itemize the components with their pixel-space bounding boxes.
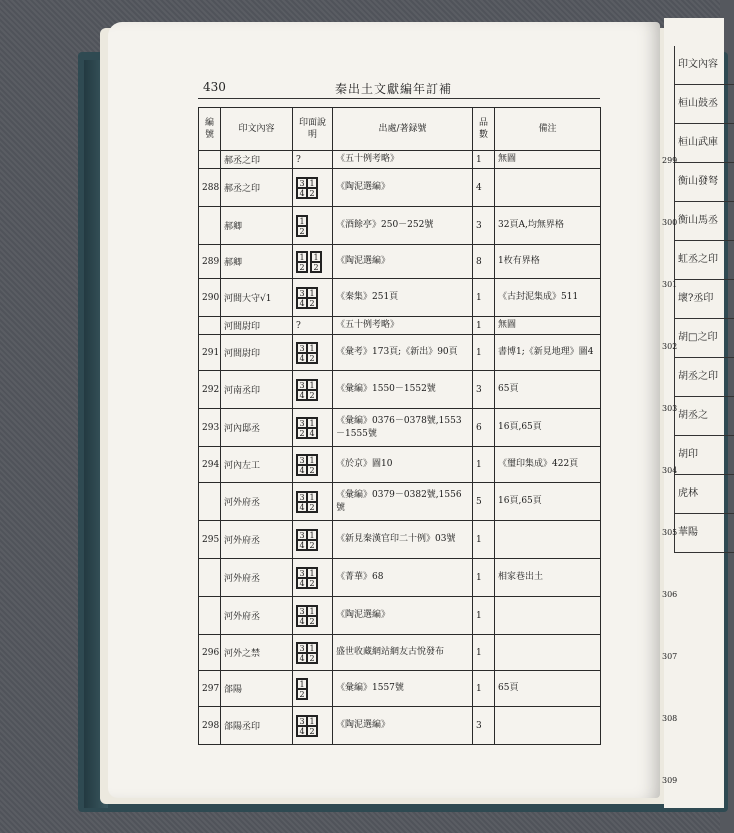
seal-text: 郃陽丞印 bbox=[221, 707, 293, 745]
count: 8 bbox=[473, 245, 495, 279]
row-number bbox=[199, 597, 221, 635]
right-page-table bbox=[662, 46, 734, 785]
col-header-count: 品數 bbox=[473, 108, 495, 151]
source-ref: 《彙考》173頁;《新出》90頁 bbox=[333, 335, 473, 371]
seal-face-diagram: 3 1 4 2 bbox=[296, 177, 318, 199]
source-ref: 《陶泥選編》 bbox=[333, 245, 473, 279]
seal-face-diagram: 3 1 4 2 bbox=[296, 715, 318, 737]
seal-face-diagram: 1 2 1 2 bbox=[296, 251, 322, 273]
right-page-number: 303 bbox=[662, 404, 678, 413]
right-page-cell: 桓山武庫 bbox=[674, 124, 734, 163]
right-page-header: 印文內容 bbox=[674, 46, 734, 85]
right-page-number: 306 bbox=[662, 590, 678, 599]
seal-face-diagram: $\frac{1}{2}$ bbox=[296, 678, 308, 700]
seal-face bbox=[293, 409, 333, 447]
table-row bbox=[199, 521, 601, 559]
note bbox=[495, 635, 601, 671]
seal-face-diagram: 3 1 4 2 bbox=[296, 529, 318, 551]
note bbox=[495, 521, 601, 559]
right-page-number: 307 bbox=[662, 652, 678, 661]
right-page-number: 305 bbox=[662, 528, 678, 537]
seal-face bbox=[293, 371, 333, 409]
source-ref: 《陶泥選編》 bbox=[333, 169, 473, 207]
source-ref: 《彙編》0379－0382號,1556號 bbox=[333, 483, 473, 521]
seal-face-diagram: 3 1 4 2 bbox=[296, 605, 318, 627]
right-page-number: 308 bbox=[662, 714, 678, 723]
seal-face-diagram: 3 1 4 2 bbox=[296, 342, 318, 364]
right-page-number: 302 bbox=[662, 342, 678, 351]
note: 1枚有界格 bbox=[495, 245, 601, 279]
count: 1 bbox=[473, 447, 495, 483]
right-page-cell: 胡□之印 bbox=[674, 319, 734, 358]
col-header-face: 印面說明 bbox=[293, 108, 333, 151]
face-unknown: ? bbox=[296, 320, 301, 331]
right-page-cell: 虹丞之印 bbox=[674, 241, 734, 280]
row-number: 289 bbox=[199, 245, 221, 279]
row-number: 292 bbox=[199, 371, 221, 409]
source-ref: 《菁華》68 bbox=[333, 559, 473, 597]
seal-text: 河南丞印 bbox=[221, 371, 293, 409]
table-header-row bbox=[199, 108, 601, 151]
table-row bbox=[199, 151, 601, 169]
right-page bbox=[664, 18, 724, 808]
seal-text: 河內左工 bbox=[221, 447, 293, 483]
count: 1 bbox=[473, 559, 495, 597]
source-ref: 《陶泥選編》 bbox=[333, 597, 473, 635]
seal-text: 河間尉印 bbox=[221, 335, 293, 371]
right-page-number: 304 bbox=[662, 466, 678, 475]
face-unknown: ? bbox=[296, 154, 301, 165]
seal-text: 河外府丞 bbox=[221, 597, 293, 635]
seal-face-diagram: 3 1 4 2 bbox=[296, 454, 318, 476]
row-number: 297 bbox=[199, 671, 221, 707]
col-header-text: 印文內容 bbox=[221, 108, 293, 151]
right-page-number: 299 bbox=[662, 156, 678, 165]
count: 5 bbox=[473, 483, 495, 521]
source-ref: 《五十例考略》 bbox=[333, 151, 473, 169]
seal-face bbox=[293, 207, 333, 245]
seal-face bbox=[293, 279, 333, 317]
table-row bbox=[199, 559, 601, 597]
note: 《璽印集成》422頁 bbox=[495, 447, 601, 483]
row-number bbox=[199, 483, 221, 521]
right-page-number: 309 bbox=[662, 776, 678, 785]
table-row bbox=[199, 245, 601, 279]
right-page-cell: 衡山發弩 bbox=[674, 163, 734, 202]
seal-face bbox=[293, 671, 333, 707]
seal-face bbox=[293, 597, 333, 635]
row-number: 296 bbox=[199, 635, 221, 671]
count: 6 bbox=[473, 409, 495, 447]
seal-face-diagram: 3 1 2 4 bbox=[296, 417, 318, 439]
header-rule bbox=[198, 98, 600, 99]
seal-text: 河內邸丞 bbox=[221, 409, 293, 447]
page-number: 430 bbox=[203, 80, 226, 94]
source-ref: 《秦集》251頁 bbox=[333, 279, 473, 317]
seal-face bbox=[293, 521, 333, 559]
right-page-cell: 胡丞之 bbox=[674, 397, 734, 436]
note bbox=[495, 707, 601, 745]
table-row bbox=[199, 317, 601, 335]
right-page-numbers bbox=[662, 130, 677, 812]
row-number bbox=[199, 317, 221, 335]
table-row bbox=[199, 597, 601, 635]
table-row bbox=[199, 447, 601, 483]
source-ref: 《五十例考略》 bbox=[333, 317, 473, 335]
source-ref: 《新見秦漢官印二十例》03號 bbox=[333, 521, 473, 559]
count: 1 bbox=[473, 317, 495, 335]
table-row bbox=[199, 371, 601, 409]
seal-face bbox=[293, 447, 333, 483]
count: 3 bbox=[473, 207, 495, 245]
seal-text: 郝丞之印 bbox=[221, 169, 293, 207]
seal-face bbox=[293, 317, 333, 335]
table-row bbox=[199, 707, 601, 745]
source-ref: 《彙編》1550－1552號 bbox=[333, 371, 473, 409]
seal-face bbox=[293, 169, 333, 207]
right-page-cell: 胡丞之印 bbox=[674, 358, 734, 397]
right-page-cell: 華陽 bbox=[674, 514, 734, 553]
seal-face-diagram: 3 1 4 2 bbox=[296, 287, 318, 309]
count: 4 bbox=[473, 169, 495, 207]
seal-text: 郃陽 bbox=[221, 671, 293, 707]
source-ref: 盛世收藏網站網友古悅發布 bbox=[333, 635, 473, 671]
count: 3 bbox=[473, 707, 495, 745]
seal-text: 河外府丞 bbox=[221, 559, 293, 597]
seal-face-diagram: 3 1 4 2 bbox=[296, 642, 318, 664]
note bbox=[495, 597, 601, 635]
col-header-note: 備注 bbox=[495, 108, 601, 151]
row-number bbox=[199, 207, 221, 245]
row-number: 291 bbox=[199, 335, 221, 371]
source-ref: 《陶泥選編》 bbox=[333, 707, 473, 745]
seal-face bbox=[293, 483, 333, 521]
row-number: 294 bbox=[199, 447, 221, 483]
row-number bbox=[199, 559, 221, 597]
row-number bbox=[199, 151, 221, 169]
right-page-number: 301 bbox=[662, 280, 678, 289]
seal-text: 郝卿 bbox=[221, 207, 293, 245]
right-page-cell: 胡印 bbox=[674, 436, 734, 475]
count: 1 bbox=[473, 279, 495, 317]
note: 65頁 bbox=[495, 371, 601, 409]
seal-face bbox=[293, 559, 333, 597]
table-row bbox=[199, 409, 601, 447]
source-ref: 《彙編》1557號 bbox=[333, 671, 473, 707]
count: 1 bbox=[473, 521, 495, 559]
seal-face bbox=[293, 707, 333, 745]
seal-face bbox=[293, 335, 333, 371]
seal-text: 河間大守√1 bbox=[221, 279, 293, 317]
right-page-cell: 衡山馬丞 bbox=[674, 202, 734, 241]
note: 32頁A,均無界格 bbox=[495, 207, 601, 245]
seal-face-diagram: 3 1 4 2 bbox=[296, 379, 318, 401]
table-row bbox=[199, 635, 601, 671]
count: 1 bbox=[473, 597, 495, 635]
seal-text: 郝丞之印 bbox=[221, 151, 293, 169]
count: 1 bbox=[473, 671, 495, 707]
note: 無圖 bbox=[495, 151, 601, 169]
row-number: 298 bbox=[199, 707, 221, 745]
row-number: 295 bbox=[199, 521, 221, 559]
note: 無圖 bbox=[495, 317, 601, 335]
count: 3 bbox=[473, 371, 495, 409]
seal-face-diagram: $\frac{1}{2}$ bbox=[296, 215, 308, 237]
count: 1 bbox=[473, 151, 495, 169]
note: 《古封泥集成》511 bbox=[495, 279, 601, 317]
seal-text: 河間尉印 bbox=[221, 317, 293, 335]
seal-text: 河外府丞 bbox=[221, 521, 293, 559]
count: 1 bbox=[473, 335, 495, 371]
col-header-source: 出處/著録號 bbox=[333, 108, 473, 151]
note: 書博1;《新見地理》圖4 bbox=[495, 335, 601, 371]
right-page-number: 300 bbox=[662, 218, 678, 227]
col-header-number: 編號 bbox=[199, 108, 221, 151]
source-ref: 《於京》圖10 bbox=[333, 447, 473, 483]
note: 16頁,65頁 bbox=[495, 409, 601, 447]
seal-text: 河外府丞 bbox=[221, 483, 293, 521]
table-row bbox=[199, 279, 601, 317]
note: 相家巷出土 bbox=[495, 559, 601, 597]
table-row bbox=[199, 483, 601, 521]
seal-table bbox=[198, 107, 601, 745]
note: 65頁 bbox=[495, 671, 601, 707]
row-number: 288 bbox=[199, 169, 221, 207]
right-page-cell: 桓山鼓丞 bbox=[674, 85, 734, 124]
note: 16頁,65頁 bbox=[495, 483, 601, 521]
note bbox=[495, 169, 601, 207]
table-row bbox=[199, 169, 601, 207]
row-number: 293 bbox=[199, 409, 221, 447]
seal-face-diagram: 3 1 4 2 bbox=[296, 567, 318, 589]
count: 1 bbox=[473, 635, 495, 671]
right-page-cell: 壞?丞印 bbox=[674, 280, 734, 319]
running-title: 秦出土文獻編年訂補 bbox=[335, 82, 453, 96]
source-ref: 《彙編》0376－0378號,1553－1555號 bbox=[333, 409, 473, 447]
source-ref: 《酒餘亭》250－252號 bbox=[333, 207, 473, 245]
row-number: 290 bbox=[199, 279, 221, 317]
table-row bbox=[199, 335, 601, 371]
seal-face bbox=[293, 151, 333, 169]
seal-face-diagram: 3 1 4 2 bbox=[296, 491, 318, 513]
table-row bbox=[199, 207, 601, 245]
seal-face bbox=[293, 635, 333, 671]
right-page-cell: 虎林 bbox=[674, 475, 734, 514]
seal-text: 郝卿 bbox=[221, 245, 293, 279]
seal-face bbox=[293, 245, 333, 279]
seal-text: 河外之禁 bbox=[221, 635, 293, 671]
table-row bbox=[199, 671, 601, 707]
